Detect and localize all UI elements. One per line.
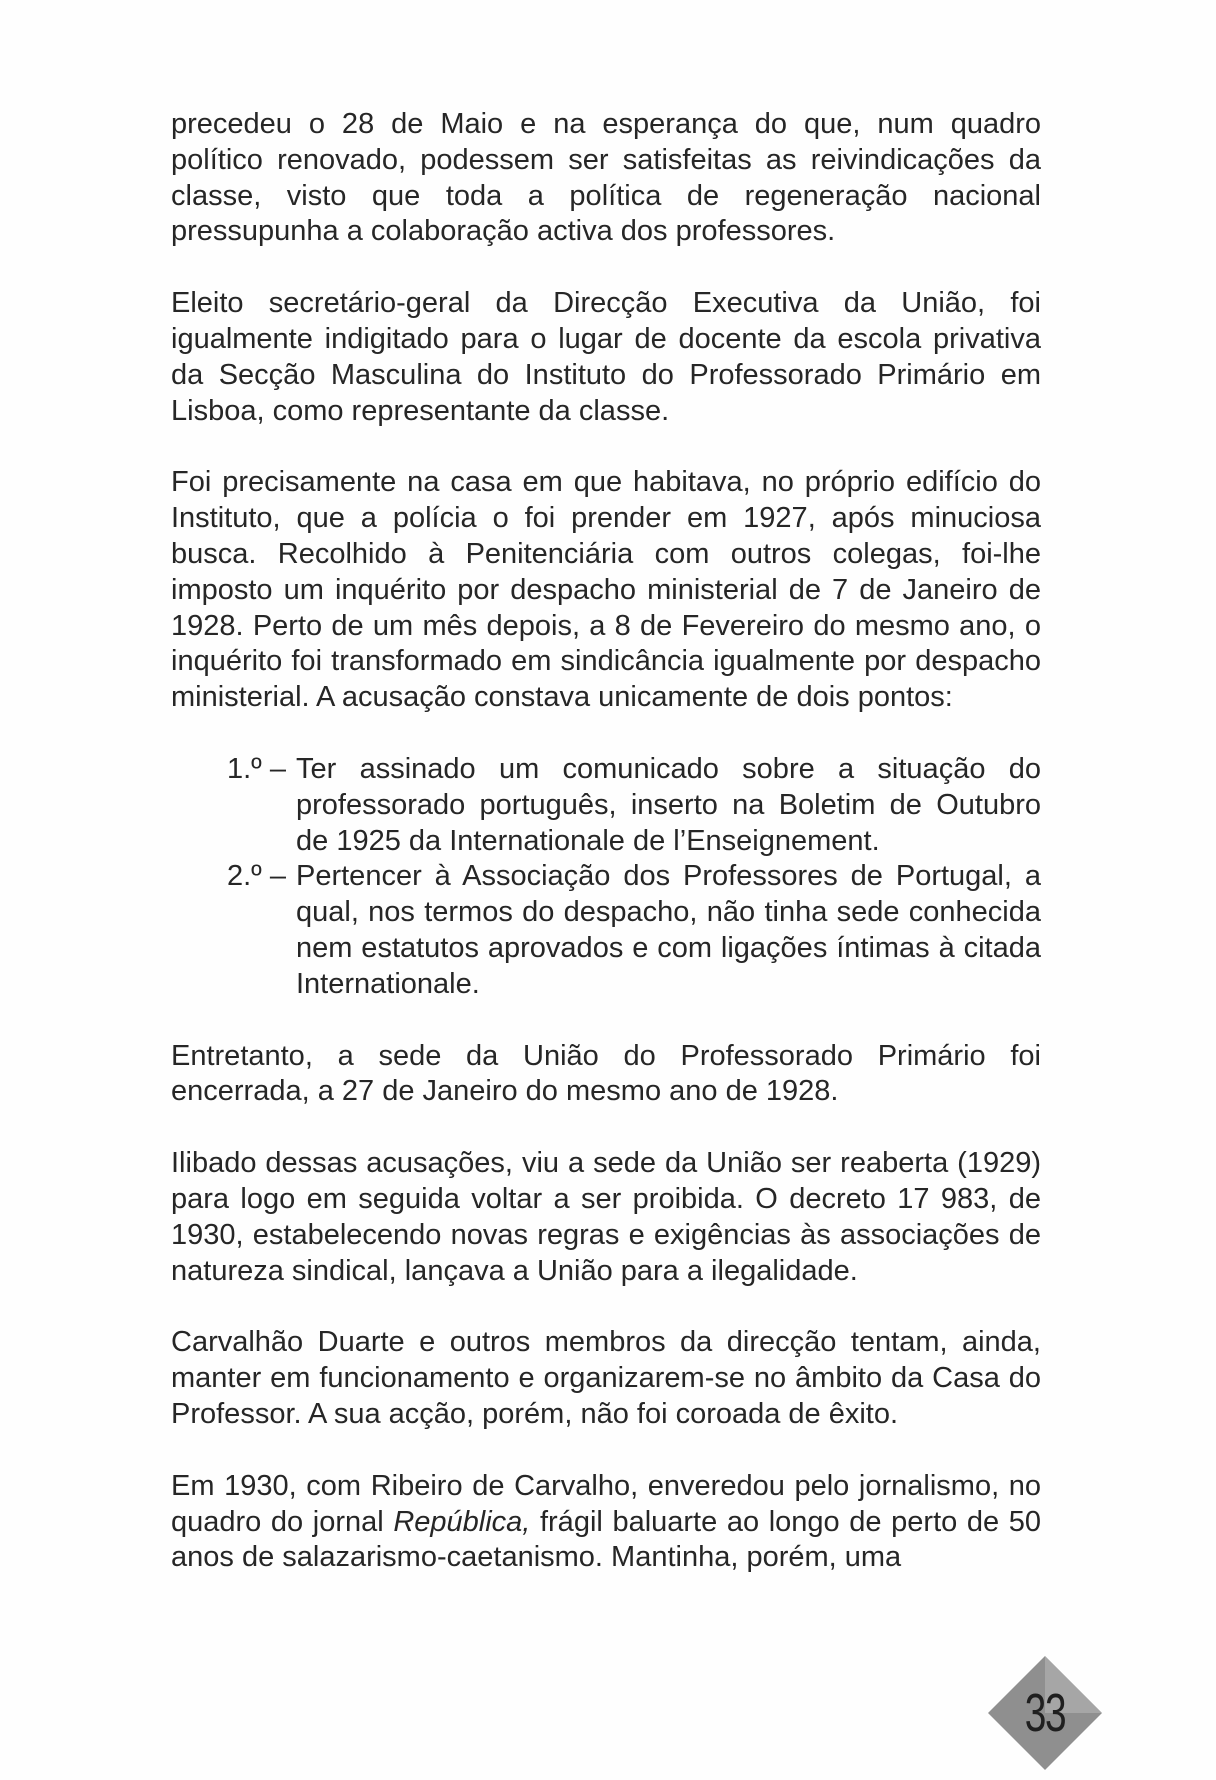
paragraph-5: Ilibado dessas acusações, viu a sede da União ser reaberta (1929) para logo em seguida voltar a ser proibida. O decreto 17 983, de 1930, estabelecendo novas regras e exigências às associações de natureza sindical, lançava a União para a ilegalidade. — [171, 1147, 1041, 1287]
paragraph-7-end: frágil baluarte ao longo de perto de 50 anos de salazarismo-caetanismo. Mantinha, porém, uma — [171, 1505, 1041, 1574]
list-item-text: Pertencer à Associação dos Professores de Portugal, a qual, nos termos do despacho, não tinha sede conhecida nem estatutos aprovados e com ligações íntimas à citada Internationale. — [296, 860, 1041, 1000]
list-item-text: Ter assinado um comunicado sobre a situação do professorado português, inserto na Boletim de Outubro de 1925 da Internationale de l’Enseignement. — [296, 752, 1041, 857]
paragraph-6: Carvalhão Duarte e outros membros da direcção tentam, ainda, manter em funcionamento e organizarem-se no âmbito da Casa do Professor. A sua acção, porém, não foi coroada de êxito. — [171, 1326, 1041, 1430]
paragraph-2: Eleito secretário-geral da Direcção Executiva da União, foi igualmente indigitado para o lugar de docente da escola privativa da Secção Masculina do Instituto do Professorado Primário em Lisboa, como representante da classe. — [171, 287, 1041, 427]
page-number-badge — [986, 1654, 1104, 1772]
paragraph-7-start: Em 1930, com Ribeiro de Carvalho, enveredou pelo jornalismo, no quadro do jornal — [171, 1469, 1041, 1538]
list-item — [171, 859, 1041, 1002]
newspaper-title: República, — [393, 1505, 531, 1538]
list-marker: 2.º – — [227, 860, 286, 893]
paragraph-1: precedeu o 28 de Maio e na esperança do que, num quadro político renovado, podessem ser satisfeitas as reivindicações da classe, visto que toda a política de regeneração nacional pressupunha a colaboração activa dos professores. — [171, 108, 1041, 248]
paragraph-4: Entretanto, a sede da União do Professorado Primário foi encerrada, a 27 de Janeiro do mesmo ano de 1928. — [171, 1039, 1041, 1108]
accusation-list — [171, 752, 1041, 1003]
paragraph-7 — [171, 1469, 1041, 1576]
paragraph-3: Foi precisamente na casa em que habitava, no próprio edifício do Instituto, que a polícia o foi prender em 1927, após minuciosa busca. Recolhido à Penitenciária com outros colegas, foi-lhe imposto um inquérito por despacho ministerial de 7 de Janeiro de 1928. Perto de um mês depois, a 8 de Fevereiro do mesmo ano, o inquérito foi transformado em sindicância igualmente por despacho ministerial. A acusação constava unicamente de dois pontos: — [171, 466, 1041, 714]
list-item — [171, 752, 1041, 859]
page-number: 33 — [1024, 1683, 1066, 1743]
body-text — [171, 107, 1041, 1612]
list-marker: 1.º – — [227, 752, 286, 785]
